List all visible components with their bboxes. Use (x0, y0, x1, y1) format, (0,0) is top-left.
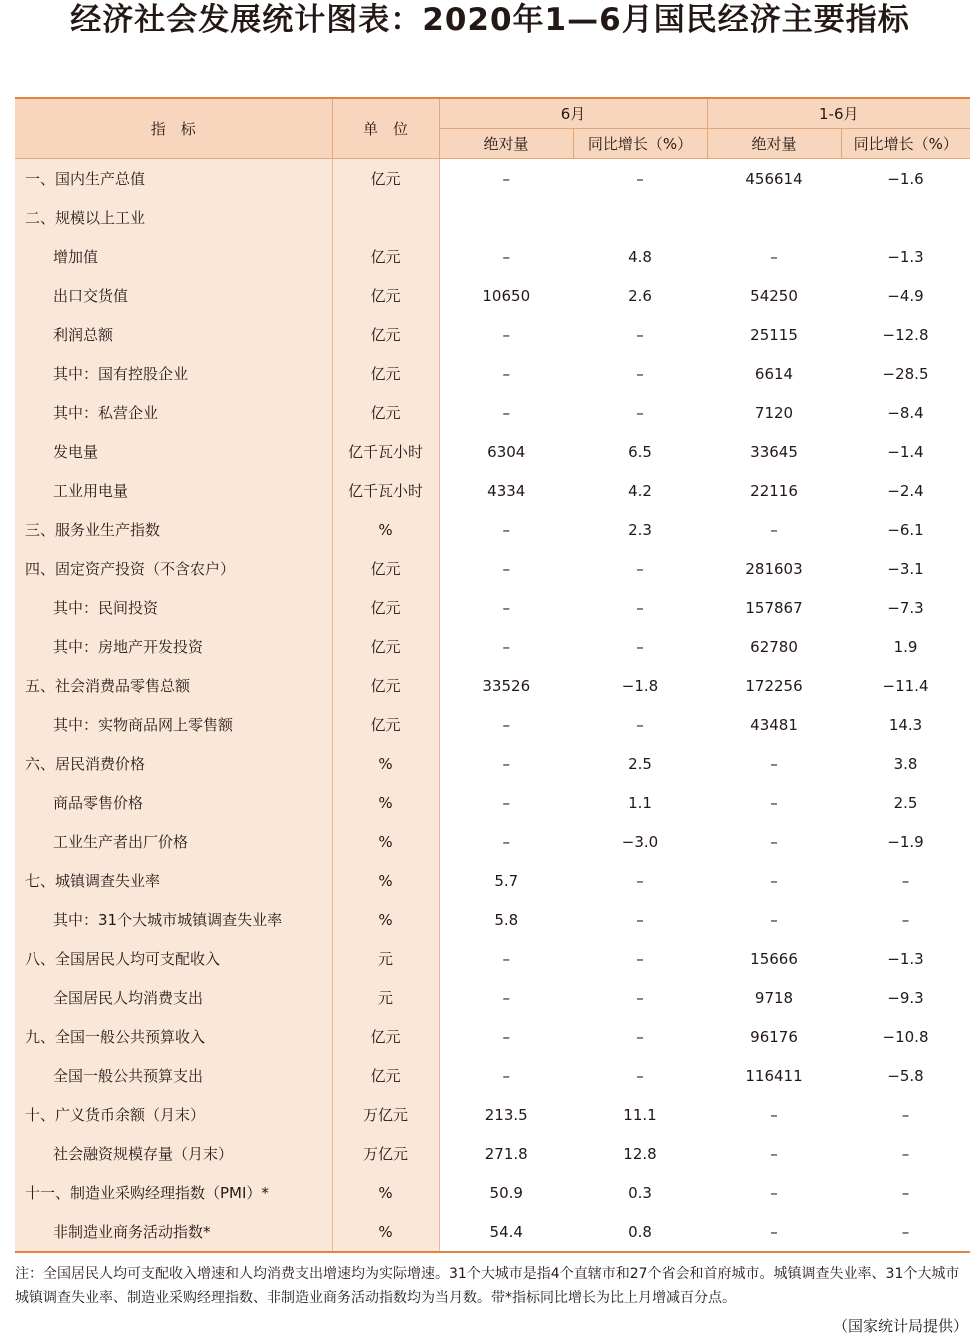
table-row (15, 978, 970, 1017)
unit-cell: 亿元 (332, 237, 439, 276)
indicator-name: 六、居民消费价格 (15, 744, 332, 783)
jan-jun-yoy-cell: – (901, 1144, 910, 1163)
june-absolute-cell: – (502, 403, 510, 422)
jan-jun-absolute-cell: – (770, 1144, 778, 1163)
june-yoy-cell: – (636, 910, 644, 929)
jan-jun-yoy-cell: −1.9 (887, 832, 924, 851)
unit-cell: 亿千瓦小时 (332, 471, 439, 510)
jan-jun-absolute-cell: 15666 (750, 949, 798, 968)
table-row (15, 510, 970, 549)
june-absolute-cell: – (502, 754, 510, 773)
jan-jun-absolute-cell: – (707, 1212, 841, 1252)
june-yoy-cell: −1.8 (621, 676, 659, 695)
unit-cell: 亿元 (332, 588, 439, 627)
unit-cell: 亿元 (332, 549, 439, 588)
june-yoy-cell: 1.1 (628, 793, 652, 812)
june-absolute-cell: 6304 (487, 442, 526, 461)
header-unit: 单 位 (332, 98, 439, 159)
table-row (15, 432, 970, 471)
unit-cell: % (332, 1173, 439, 1212)
june-yoy-cell: – (636, 871, 644, 890)
table-row (15, 1056, 970, 1095)
unit-cell: 亿元 (332, 666, 439, 705)
june-absolute-cell: 5.7 (494, 871, 519, 890)
jan-jun-absolute-cell: – (770, 910, 778, 929)
unit-cell: 亿元 (332, 159, 439, 199)
june-yoy-cell: – (636, 364, 644, 383)
jan-jun-absolute-cell: – (770, 1105, 778, 1124)
table-row (15, 159, 970, 199)
jan-jun-yoy-cell: 2.5 (893, 793, 918, 812)
table-row (15, 393, 970, 432)
table-row (15, 588, 970, 627)
jan-jun-absolute-cell (707, 198, 841, 237)
table-row (15, 471, 970, 510)
unit-cell: % (332, 744, 439, 783)
june-absolute-cell: – (502, 1027, 510, 1046)
jan-jun-yoy-cell: −8.4 (887, 403, 924, 422)
jan-jun-yoy-cell: −4.9 (887, 286, 924, 305)
june-yoy-cell: – (636, 1027, 644, 1046)
jan-jun-yoy-cell: 3.8 (893, 754, 918, 773)
indicators-table (15, 97, 970, 1253)
june-yoy-cell: – (636, 949, 644, 968)
june-absolute-cell: – (502, 247, 510, 266)
unit-cell: 亿元 (332, 1017, 439, 1056)
jan-jun-absolute-cell: 43481 (750, 715, 798, 734)
header-june-yoy: 同比增长（%） (573, 129, 707, 159)
june-yoy-cell: 4.2 (628, 481, 652, 500)
june-absolute-cell (439, 198, 573, 237)
june-absolute-cell: – (502, 793, 510, 812)
unit-cell: 元 (332, 978, 439, 1017)
jan-jun-yoy-cell: −1.6 (887, 169, 924, 188)
june-absolute-cell: – (502, 325, 510, 344)
jan-jun-absolute-cell: – (770, 871, 778, 890)
jan-jun-yoy-cell: −5.8 (887, 1066, 924, 1085)
jan-jun-yoy-cell: −12.8 (882, 325, 929, 344)
indicator-name: 非制造业商务活动指数* (15, 1212, 332, 1252)
indicator-name: 其中：实物商品网上零售额 (15, 705, 332, 744)
unit-cell: 亿元 (332, 393, 439, 432)
jan-jun-absolute-cell: 6614 (754, 364, 794, 383)
jan-jun-absolute-cell: 281603 (745, 559, 803, 578)
june-absolute-cell: 4334 (487, 481, 526, 500)
june-yoy-cell: 11.1 (623, 1105, 657, 1124)
june-yoy-cell: – (636, 169, 644, 188)
june-absolute-cell: 50.9 (489, 1183, 523, 1202)
indicator-name: 全国一般公共预算支出 (15, 1056, 332, 1095)
indicator-name: 三、服务业生产指数 (15, 510, 332, 549)
jan-jun-absolute-cell: 172256 (745, 676, 803, 695)
indicator-name: 一、国内生产总值 (15, 159, 332, 199)
unit-cell: % (332, 783, 439, 822)
june-yoy-cell: – (636, 715, 644, 734)
jan-jun-absolute-cell: 54250 (750, 286, 798, 305)
header-jan-jun-absolute: 绝对量 (707, 129, 841, 159)
june-yoy-cell: – (636, 325, 644, 344)
june-absolute-cell: – (502, 988, 510, 1007)
indicator-name: 发电量 (15, 432, 332, 471)
jan-jun-yoy-cell: −10.8 (882, 1027, 929, 1046)
june-absolute-cell: 10650 (482, 286, 531, 305)
june-yoy-cell (573, 198, 707, 237)
june-absolute-cell: – (502, 715, 510, 734)
table-row (15, 237, 970, 276)
jan-jun-absolute-cell: 9718 (754, 988, 794, 1007)
june-yoy-cell: 6.5 (628, 442, 652, 461)
jan-jun-yoy-cell: −2.4 (887, 481, 924, 500)
june-absolute-cell: – (502, 598, 510, 617)
jan-jun-yoy-cell: −11.4 (882, 676, 929, 695)
jan-jun-absolute-cell: 62780 (750, 637, 798, 656)
june-yoy-cell: – (636, 1066, 644, 1085)
june-yoy-cell: – (636, 403, 644, 422)
unit-cell: % (332, 510, 439, 549)
indicator-name: 利润总额 (15, 315, 332, 354)
unit-cell: 亿元 (332, 1056, 439, 1095)
june-yoy-cell: 0.8 (573, 1212, 707, 1252)
table-body (15, 159, 970, 1253)
indicator-name: 四、固定资产投资（不含农户） (15, 549, 332, 588)
june-yoy-cell: – (636, 988, 644, 1007)
unit-cell: % (332, 1212, 439, 1252)
footnote: 注：全国居民人均可支配收入增速和人均消费支出增速均为实际增速。31个大城市是指4个直辖市和27个省会和首府城市。城镇调查失业率、31个大城市城镇调查失业率、制造业采购经理指数、非制造业商务活动指数均为当月数。带*指标同比增长为比上月增减百分点。 (15, 1266, 960, 1306)
june-absolute-cell: – (502, 949, 510, 968)
unit-cell: % (332, 822, 439, 861)
june-yoy-cell: −3.0 (621, 832, 659, 851)
table-row (15, 1212, 970, 1252)
jan-jun-absolute-cell: 25115 (750, 325, 798, 344)
unit-cell: 亿千瓦小时 (332, 432, 439, 471)
table-row (15, 744, 970, 783)
jan-jun-yoy-cell: −6.1 (887, 520, 924, 539)
unit-cell: 亿元 (332, 276, 439, 315)
header-june: 6月 (439, 98, 707, 129)
table-row (15, 549, 970, 588)
june-absolute-cell: – (502, 832, 510, 851)
jan-jun-absolute-cell: – (770, 1183, 778, 1202)
header-indicator: 指 标 (15, 98, 332, 159)
jan-jun-yoy-cell: 1.9 (893, 637, 918, 656)
jan-jun-absolute-cell: – (770, 754, 778, 773)
jan-jun-absolute-cell: – (770, 793, 778, 812)
jan-jun-yoy-cell: – (901, 1183, 910, 1202)
table-row (15, 783, 970, 822)
june-absolute-cell: – (502, 364, 510, 383)
unit-cell: % (332, 900, 439, 939)
jan-jun-yoy-cell: – (901, 1105, 910, 1124)
table-row (15, 315, 970, 354)
unit-cell: 万亿元 (332, 1095, 439, 1134)
unit-cell: 元 (332, 939, 439, 978)
jan-jun-yoy-cell: 14.3 (888, 715, 923, 734)
header-june-absolute: 绝对量 (439, 129, 573, 159)
indicator-name: 七、城镇调查失业率 (15, 861, 332, 900)
june-absolute-cell: 5.8 (494, 910, 519, 929)
indicator-name: 工业用电量 (15, 471, 332, 510)
indicator-name: 增加值 (15, 237, 332, 276)
indicator-name: 其中：国有控股企业 (15, 354, 332, 393)
june-yoy-cell: 2.5 (628, 754, 652, 773)
jan-jun-absolute-cell: 33645 (750, 442, 798, 461)
june-absolute-cell: – (502, 1066, 510, 1085)
source-credit: （国家统计局提供） (832, 1317, 968, 1335)
table-row (15, 627, 970, 666)
june-absolute-cell: 213.5 (484, 1105, 528, 1124)
june-yoy-cell: 2.3 (628, 520, 652, 539)
june-yoy-cell: 2.6 (628, 286, 652, 305)
indicator-name: 全国居民人均消费支出 (15, 978, 332, 1017)
indicator-name: 工业生产者出厂价格 (15, 822, 332, 861)
indicator-name: 八、全国居民人均可支配收入 (15, 939, 332, 978)
table-row (15, 276, 970, 315)
table-row (15, 198, 970, 237)
table-row (15, 1017, 970, 1056)
jan-jun-yoy-cell: −28.5 (882, 364, 929, 383)
unit-cell: 亿元 (332, 705, 439, 744)
header-jan-jun: 1-6月 (707, 98, 970, 129)
jan-jun-yoy-cell: −1.3 (887, 247, 924, 266)
jan-jun-absolute-cell: – (770, 832, 778, 851)
indicator-name: 出口交货值 (15, 276, 332, 315)
indicator-name: 社会融资规模存量（月末） (15, 1134, 332, 1173)
jan-jun-absolute-cell: – (770, 520, 778, 539)
unit-cell (332, 198, 439, 237)
june-absolute-cell: 54.4 (439, 1212, 573, 1252)
jan-jun-yoy-cell: −9.3 (887, 988, 924, 1007)
jan-jun-yoy-cell (841, 198, 970, 237)
june-yoy-cell: – (636, 559, 644, 578)
unit-cell: % (332, 861, 439, 900)
table-row (15, 939, 970, 978)
june-absolute-cell: 271.8 (484, 1144, 528, 1163)
jan-jun-yoy-cell: −1.4 (887, 442, 924, 461)
table-row (15, 1173, 970, 1212)
jan-jun-yoy-cell: – (841, 1212, 970, 1252)
table-row (15, 1095, 970, 1134)
indicator-name: 九、全国一般公共预算收入 (15, 1017, 332, 1056)
jan-jun-absolute-cell: – (770, 247, 778, 266)
table-row (15, 861, 970, 900)
indicator-name: 十一、制造业采购经理指数（PMI）* (15, 1173, 332, 1212)
indicator-name: 其中：31个大城市城镇调查失业率 (15, 900, 332, 939)
june-yoy-cell: – (636, 637, 644, 656)
indicator-name: 其中：民间投资 (15, 588, 332, 627)
june-yoy-cell: 0.3 (628, 1183, 652, 1202)
jan-jun-absolute-cell: 22116 (750, 481, 798, 500)
jan-jun-yoy-cell: −3.1 (887, 559, 924, 578)
june-absolute-cell: – (502, 520, 510, 539)
table-row (15, 1134, 970, 1173)
indicator-name: 五、社会消费品零售总额 (15, 666, 332, 705)
jan-jun-absolute-cell: 7120 (754, 403, 794, 422)
unit-cell: 万亿元 (332, 1134, 439, 1173)
jan-jun-absolute-cell: 157867 (745, 598, 803, 617)
indicator-name: 其中：房地产开发投资 (15, 627, 332, 666)
unit-cell: 亿元 (332, 354, 439, 393)
june-yoy-cell: – (636, 598, 644, 617)
table-row (15, 354, 970, 393)
table-row (15, 705, 970, 744)
table-row (15, 666, 970, 705)
unit-cell: 亿元 (332, 315, 439, 354)
jan-jun-absolute-cell: 116411 (745, 1066, 803, 1085)
jan-jun-absolute-cell: 96176 (750, 1027, 798, 1046)
indicator-name: 十、广义货币余额（月末） (15, 1095, 332, 1134)
jan-jun-yoy-cell: −7.3 (887, 598, 924, 617)
indicator-name: 二、规模以上工业 (15, 198, 332, 237)
indicator-name: 商品零售价格 (15, 783, 332, 822)
june-absolute-cell: – (502, 637, 510, 656)
table-row (15, 900, 970, 939)
june-absolute-cell: – (502, 169, 510, 188)
table-row (15, 822, 970, 861)
jan-jun-yoy-cell: – (901, 910, 910, 929)
june-yoy-cell: 4.8 (628, 247, 652, 266)
june-absolute-cell: 33526 (482, 676, 531, 695)
jan-jun-yoy-cell: −1.3 (887, 949, 924, 968)
jan-jun-yoy-cell: – (901, 871, 910, 890)
june-yoy-cell: 12.8 (623, 1144, 657, 1163)
unit-cell: 亿元 (332, 627, 439, 666)
page-title: 经济社会发展统计图表：2020年1—6月国民经济主要指标 (70, 2, 910, 38)
june-absolute-cell: – (502, 559, 510, 578)
header-jan-jun-yoy: 同比增长（%） (841, 129, 970, 159)
jan-jun-absolute-cell: 456614 (745, 169, 803, 188)
indicator-name: 其中：私营企业 (15, 393, 332, 432)
